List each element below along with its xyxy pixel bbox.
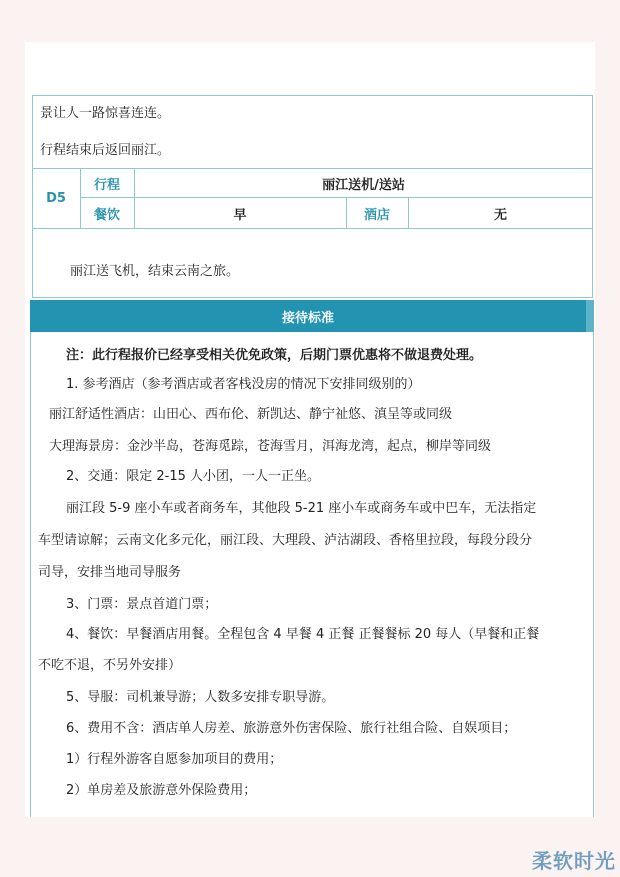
lijiang-hotels: 丽江舒适性酒店：山田心、西布伦、新凯达、静宁祉悠、滇呈等或同级 [49, 407, 453, 422]
policy-note: 注：此行程报价已经享受相关优免政策，后期门票优惠将不做退费处理。 [66, 348, 483, 363]
dali-hotels: 大理海景房：金沙半岛，苍海觅踪，苍海雪月，洱海龙湾，起点，柳岸等同级 [49, 439, 492, 454]
section-left-rule [30, 332, 31, 817]
section-header: 接待标准 [30, 300, 594, 332]
row-divider [32, 228, 593, 229]
meals-row [80, 197, 593, 228]
table-rule [408, 197, 409, 228]
meals-label: 餐饮 [93, 207, 120, 223]
transport-line-2: 车型请谅解；云南文化多元化，丽江段、大理段、泸沽湖段、香格里拉段，每段分段分 [38, 533, 533, 548]
meals-line-2: 不吃不退，不另外安排） [38, 658, 182, 673]
intro-line-1: 景让人一路惊喜连连。 [40, 106, 171, 121]
brand-watermark: 柔软时光 [532, 849, 616, 873]
section-right-rule [593, 332, 594, 817]
day-label: D5 [46, 190, 66, 206]
hotel-value: 无 [493, 207, 507, 223]
table-rule [80, 168, 81, 228]
meals-value: 早 [233, 207, 247, 223]
table-rule [346, 197, 347, 228]
itinerary-value: 丽江送机/送站 [322, 177, 405, 193]
excluded-item-1: 1）行程外游客自愿参加项目的费用； [66, 752, 283, 767]
hotel-reference-heading: 1. 参考酒店（参考酒店或者客栈没房的情况下安排同级别的） [66, 377, 421, 392]
guide-line: 5、导服：司机兼导游；人数多安排专职导游。 [66, 690, 335, 705]
transport-heading: 2、交通：限定 2-15 人小团，一人一正坐。 [66, 469, 321, 484]
excluded-item-2: 2）单房差及旅游意外保险费用； [66, 783, 257, 798]
day-divider [32, 168, 80, 169]
itinerary-row [80, 168, 593, 197]
intro-line-2: 行程结束后返回丽江。 [40, 143, 171, 158]
hotel-label: 酒店 [363, 207, 390, 223]
tickets-line: 3、门票：景点首道门票； [66, 597, 218, 612]
transport-line-1: 丽江段 5-9 座小车或者商务车，其他段 5-21 座小车或商务车或中巴车，无法指定 [66, 501, 537, 516]
table-rule [134, 168, 135, 228]
transport-line-3: 司导，安排当地司导服务 [38, 565, 182, 580]
excluded-costs-heading: 6、费用不含：酒店单人房差、旅游意外伤害保险、旅行社组合险、自娱项目； [66, 721, 517, 736]
meals-line-1: 4、餐饮：早餐酒店用餐。全程包含 4 早餐 4 正餐 正餐餐标 20 每人（早餐和正餐 [66, 627, 540, 642]
itinerary-label: 行程 [93, 177, 120, 193]
day-description: 丽江送飞机，结束云南之旅。 [70, 264, 240, 279]
